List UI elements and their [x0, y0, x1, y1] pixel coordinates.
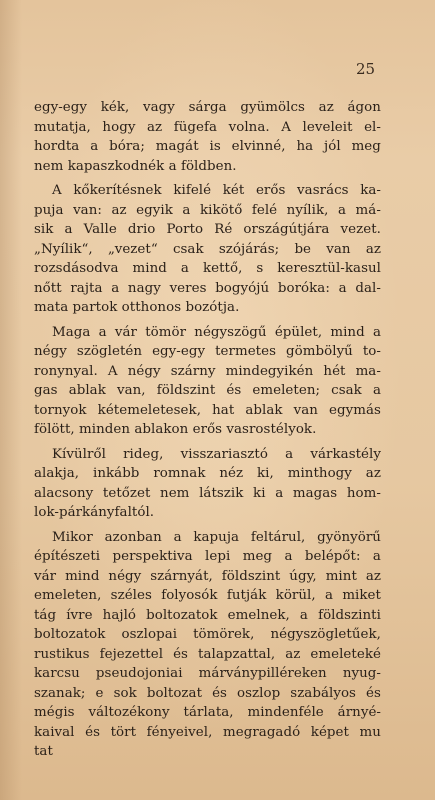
text-line: építészeti perspektiva lepi meg a belépőt: a — [34, 549, 381, 564]
body-text — [34, 98, 381, 762]
text-line: lok-párkányfaltól. — [34, 505, 155, 520]
text-line: emeleten, széles folyosók futják körül, a miket — [34, 588, 381, 603]
text-line: vár mind négy szárnyát, földszint úgy, mint az — [34, 568, 381, 584]
text-line: tornyok kétemeletesek, hat ablak van egymás — [34, 402, 381, 418]
text-line: nőtt rajta a nagy veres bogyójú boróka: a dal- — [34, 280, 381, 296]
text-line: rozsdásodva mind a kettő, s keresztül-kasul — [34, 261, 381, 276]
text-line: nem kapaszkodnék a földben. — [34, 158, 237, 174]
page-number: 25 — [356, 60, 376, 78]
text-line: Mikor azonban a kapuja feltárul, gyönyörű — [52, 529, 381, 545]
text-line: alakja, inkább romnak néz ki, minthogy az — [34, 466, 381, 481]
text-line: tat — [34, 744, 53, 759]
paragraph — [34, 181, 381, 318]
paragraph — [34, 528, 381, 762]
text-line: mutatja, hogy az fügefa volna. A leveleit el- — [34, 119, 381, 135]
text-line: alacsony tetőzet nem látszik ki a magas hom- — [34, 485, 381, 501]
text-line: gas ablak van, földszint és emeleten; csak a — [34, 383, 381, 398]
text-line: Maga a vár tömör négyszögű épület, mind a — [52, 324, 381, 340]
text-line: hordta a bóra; magát is elvinné, ha jól meg — [34, 139, 381, 154]
page-edge-shadow — [0, 0, 22, 800]
text-line: ronynyal. A négy szárny mindegyikén hét ma- — [34, 363, 381, 379]
paragraph — [34, 98, 381, 176]
text-line: sik a Valle drio Porto Ré országútjára vezet. — [34, 222, 381, 237]
text-line: karcsu pseudojoniai márványpilléreken nyug- — [34, 666, 381, 681]
text-line: boltozatok oszlopai tömörek, négyszögletűek, — [34, 627, 381, 642]
text-line: tág ívre hajló boltozatok emelnek, a földszinti — [34, 607, 381, 623]
paragraph — [34, 323, 381, 440]
paragraph — [34, 445, 381, 523]
text-line: mata partok otthonos bozótja. — [34, 300, 240, 315]
text-line: négy szögletén egy-egy termetes gömbölyű to- — [34, 344, 381, 359]
text-line: fölött, minden ablakon erős vasrostélyok. — [34, 422, 317, 437]
text-line: egy-egy kék, vagy sárga gyümölcs az ágon — [34, 100, 381, 115]
text-line: puja van: az egyik a kikötő felé nyílik, a má- — [34, 202, 381, 218]
text-line: Kívülről rideg, visszariasztó a várkastély — [52, 446, 381, 462]
text-line: kaival és tört fényeivel, megragadó képet mu — [34, 724, 381, 740]
text-line: rustikus fejezettel és talapzattal, az emeleteké — [34, 646, 381, 662]
text-line: „Nyílik“, „vezet“ csak szójárás; be van az — [34, 241, 381, 257]
text-line: mégis változékony tárlata, mindenféle árnyé- — [34, 705, 381, 720]
text-line: A kőkerítésnek kifelé két erős vasrács ka- — [52, 183, 381, 198]
text-line: szanak; e sok boltozat és oszlop szabályos és — [34, 685, 381, 701]
